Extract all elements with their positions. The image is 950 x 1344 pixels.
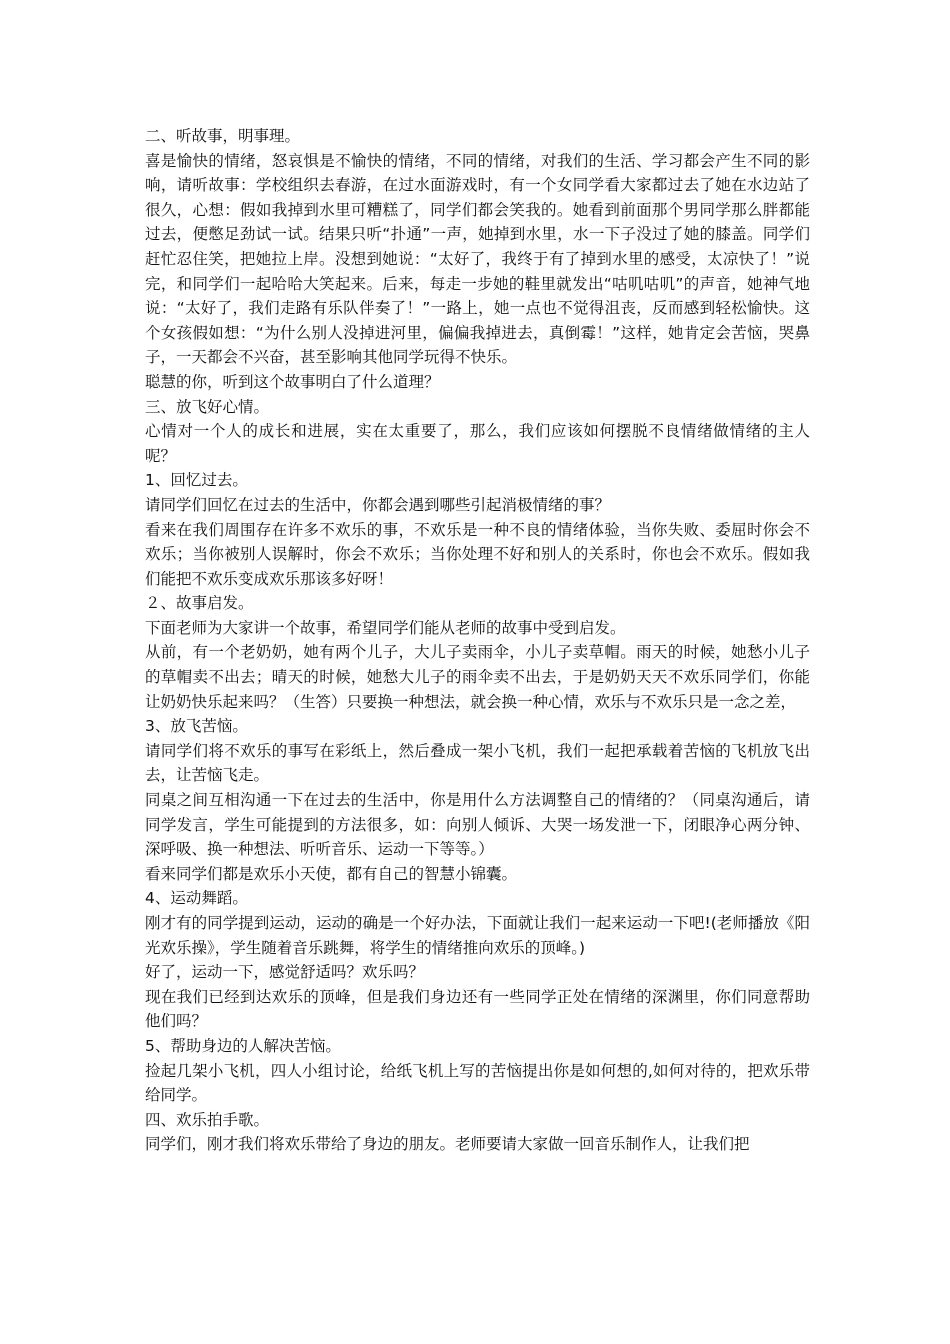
subheading-dance: 4、运动舞蹈。	[145, 889, 248, 908]
story-intro: 下面老师为大家讲一个故事，希望同学们能从老师的故事中受到启发。	[145, 618, 626, 637]
happy-angels-paragraph: 看来同学们都是欢乐小天使，都有自己的智慧小锦囊。	[145, 864, 518, 883]
grandma-story-paragraph: 从前，有一个老奶奶，她有两个儿子，大儿子卖雨伞，小儿子卖草帽。雨天的时候，她愁小儿子的草帽卖不出去；晴天的时候，她愁大儿子的雨伞卖不出去，于是奶奶天天不欢乐同学们，你能让奶奶快乐起来吗？（生答）只要换一种想法，就会换一种心情，欢乐与不欢乐只是一念之差，	[145, 643, 810, 711]
subheading-help: 5、帮助身边的人解决苦恼。	[145, 1036, 341, 1055]
paper-plane-paragraph: 请同学们将不欢乐的事写在彩纸上，然后叠成一架小飞机，我们一起把承载着苦恼的飞机放飞出去，让苦恼飞走。	[145, 741, 810, 785]
document-body	[145, 124, 810, 1157]
section-heading-2: 二、听故事，明事理。	[145, 127, 301, 145]
group-discussion-paragraph: 捡起几架小飞机，四人小组讨论，给纸飞机上写的苦恼提出你是如何想的,如何对待的，把欢乐带给同学。	[145, 1061, 810, 1105]
recall-prompt: 请同学们回忆在过去的生活中，你都会遇到哪些引起消极情绪的事？	[145, 495, 611, 514]
subheading-story-inspiration: ２、故事启发。	[145, 594, 254, 613]
feeling-question: 好了，运动一下，感觉舒适吗？欢乐吗？	[145, 963, 425, 982]
section-heading-3: 三、放飞好心情。	[145, 397, 270, 416]
subheading-release-worries: 3、放飞苦恼。	[145, 717, 248, 736]
exercise-paragraph: 刚才有的同学提到运动，运动的确是一个好办法，下面就让我们一起来运动一下吧!(老师播放《阳光欢乐操》，学生随着音乐跳舞，将学生的情绪推向欢乐的顶峰。)	[145, 914, 810, 957]
help-others-paragraph: 现在我们已经到达欢乐的顶峰，但是我们身边还有一些同学正处在情绪的深渊里，你们同意帮助他们吗？	[145, 987, 810, 1031]
closing-paragraph: 同学们，刚才我们将欢乐带给了身边的朋友。老师要请大家做一回音乐制作人，让我们把	[145, 1135, 750, 1154]
intro-paragraph: 心情对一个人的成长和进展，实在太重要了，那么，我们应该如何摆脱不良情绪做情绪的主人呢？	[145, 422, 810, 465]
deskmate-paragraph: 同桌之间互相沟通一下在过去的生活中，你是用什么方法调整自己的情绪的？（同桌沟通后，请同学发言，学生可能提到的方法很多，如：向别人倾诉、大哭一场发泄一下，闭眼净心两分钟、深呼吸、换一种想法、听听音乐、运动一下等等。）	[145, 791, 810, 859]
story-paragraph: 喜是愉快的情绪，怒哀惧是不愉快的情绪，不同的情绪，对我们的生活、学习都会产生不同的影响，请听故事：学校组织去春游，在过水面游戏时，有一个女同学看大家都过去了她在水边站了很久，心想：假如我掉到水里可糟糕了，同学们都会笑我的。她看到前面那个男同学那么胖都能过去，便憋足劲试一试。结果只听“扑通”一声，她掉到水里，水一下子没过了她的膝盖。同学们赶忙忍住笑，把她拉上岸。没想到她说：“太好了，我终于有了掉到水里的感受，太凉快了！”说完，和同学们一起哈哈大笑起来。后来，每走一步她的鞋里就发出“咕叽咕叽”的声音，她神气地说：“太好了，我们走路有乐队伴奏了！”一路上，她一点也不觉得沮丧，反而感到轻松愉快。这个女孩假如想：“为什么别人没掉进河里，偏偏我掉进去，真倒霉！”这样，她肯定会苦恼，哭鼻子，一天都会不兴奋，甚至影响其他同学玩得不快乐。	[145, 151, 810, 367]
question-paragraph: 聪慧的你，听到这个故事明白了什么道理？	[145, 372, 440, 391]
section-heading-4: 四、欢乐拍手歌。	[145, 1110, 270, 1129]
subheading-recall: 1、回忆过去。	[145, 471, 248, 490]
recall-paragraph: 看来在我们周围存在许多不欢乐的事，不欢乐是一种不良的情绪体验，当你失败、委屈时你会不欢乐；当你被别人误解时，你会不欢乐；当你处理不好和别人的关系时，你也会不欢乐。假如我们能把不欢乐变成欢乐那该多好呀！	[145, 520, 810, 588]
